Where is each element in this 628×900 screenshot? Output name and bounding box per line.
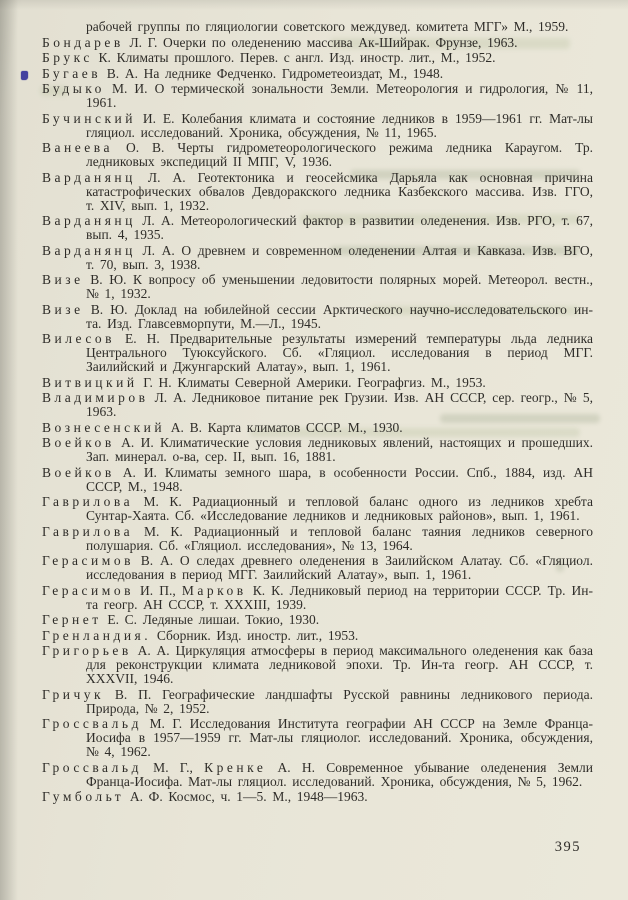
bibliography-entry: [42, 171, 593, 213]
bibliography-entry: [42, 436, 593, 464]
author-name: Марков: [181, 582, 247, 598]
bibliography-entry: [42, 303, 593, 331]
author-name: Гаврилова: [42, 523, 134, 539]
scan-edge-shadow-left: [0, 0, 18, 900]
author-name: Бондарев: [42, 34, 124, 50]
author-name: Визе: [42, 272, 84, 287]
entry-text: А. Н. Современное убывание оледенения Земли Франца-Иосифа. Мат-лы гляциол. исследований. Хроника, обсуждения, № 5, 1962.: [86, 759, 594, 789]
bibliography-entry: [42, 51, 593, 65]
entry-text: М. Г. Исследования Института географии АН СССР на Земле Франца-Иосифа в 1957—1959 гг. Мат-лы гляциолог. исследований. Хроника, обсуждения, № 4, 1962.: [86, 716, 593, 759]
bibliography-entry: [42, 214, 593, 242]
bibliography-entry: [42, 584, 593, 612]
bibliography-list: [42, 20, 593, 806]
bibliography-entry: [42, 82, 593, 110]
entry-text: А. В. Карта климатов СССР. М., 1930.: [165, 419, 403, 435]
author-name: Владимиров: [42, 390, 149, 405]
bibliography-entry: [42, 244, 593, 272]
entry-text: Л. А. Метеорологический фактор в развитии оледенения. Изв. РГО, т. 67, вып. 4, 1935.: [86, 213, 593, 242]
entry-text: И. Е. Колебания климата и состояние ледников в 1959—1961 гг. Мат-лы гляциол. исследований. Хроника, обсуждения, № 11, 1965.: [86, 110, 593, 140]
author-name: Ванеева: [42, 140, 113, 155]
bibliography-entry-continuation: рабочей группы по гляциологии советского междувед. комитета МГГ» М., 1959.: [86, 19, 569, 34]
scan-edge-shadow-top: [0, 0, 628, 10]
bibliography-entry: [42, 36, 593, 50]
author-name: Герасимов: [42, 582, 134, 598]
bibliography-entry: [42, 644, 593, 686]
author-name: Гричук: [42, 686, 105, 702]
bibliography-entry: [42, 67, 593, 81]
entry-text: Е. С. Ледяные лишаи. Токио, 1930.: [101, 612, 320, 627]
page-number: 395: [554, 839, 581, 855]
author-name: Варданянц: [42, 213, 136, 228]
author-name: Гернет: [42, 612, 102, 627]
author-name: Варданянц: [42, 169, 136, 185]
entry-text: А. А. Циркуляция атмосферы в период максимального оледенения как база для реконструкции климата ледниковой эпохи. Тр. Ин-та геогр. АН СССР, т. XXXVII, 1946.: [86, 643, 593, 686]
entry-text: О. В. Черты гидрометеорологического режима ледника Караугом. Тр. ледниковых экспедиций II МПГ, V, 1936.: [86, 140, 593, 169]
author-name: Будыко: [42, 81, 105, 96]
entry-text: Л. А. О древнем и современном оледенении Алтая и Кавказа. Изв. ВГО, т. 70, вып. 3, 1938.: [86, 242, 593, 272]
author-name: Кренке: [204, 759, 267, 775]
bibliography-entry: [42, 790, 593, 804]
entry-text: В. Ю. Доклад на юбилейной сессии Арктического научно-исследовательского ин-та. Изд. Главсевморпути, М.—Л., 1945.: [83, 301, 593, 331]
author-name: Вилесов: [42, 331, 115, 346]
author-name: Гроссвальд: [42, 716, 142, 731]
bibliography-entries: [42, 36, 593, 805]
blue-pen-mark: [21, 71, 28, 80]
entry-text: Сборник. Изд. иностр. лит., 1953.: [151, 627, 359, 643]
bibliography-entry: [42, 554, 593, 582]
author-name: Бучинский: [42, 110, 136, 126]
bibliography-entry: [42, 421, 593, 435]
entry-text: А. Ф. Космос, ч. 1—5. М., 1948—1963.: [124, 789, 368, 804]
entry-text: М. И. О термической зональности Земли. Метеорология и гидрология, № 11, 1961.: [86, 81, 593, 110]
entry-text: К. Климаты прошлого. Перев. с англ. Изд. иностр. лит., М., 1952.: [92, 50, 496, 65]
entry-text: И. П.,: [133, 582, 182, 598]
bibliography-entry: [42, 466, 593, 494]
bibliography-entry: [42, 629, 593, 643]
author-name: Гроссвальд: [42, 759, 142, 775]
author-name: Визе: [42, 301, 84, 317]
bibliography-entry: [42, 273, 593, 301]
author-name: Гренландия.: [42, 627, 152, 643]
author-name: Вознесенский: [42, 419, 166, 435]
bibliography-entry: [42, 717, 593, 759]
entry-text: Л. А. Геотектоника и геосейсмика Дарьяла как основная причина катастрофических обвалов Девдоракского ледника Казбекского массива. Изв. ГГО, т. XIV, вып. 1, 1932.: [86, 169, 593, 213]
bibliography-entry: [42, 112, 593, 140]
author-name: Гумбольт: [42, 789, 125, 804]
entry-text: В. Ю. К вопросу об уменьшении ледовитости полярных морей. Метеорол. вестн., № 1, 1932.: [83, 272, 593, 301]
entry-text: А. И. Климаты земного шара, в особенности России. Спб., 1884, изд. АН СССР, М., 1948.: [86, 464, 593, 494]
bibliography-entry: [42, 141, 593, 169]
bibliography-entry: [42, 613, 593, 627]
author-name: Герасимов: [42, 553, 134, 568]
author-name: Григорьев: [42, 643, 132, 658]
entry-text: В. А. На леднике Федченко. Гидрометеоиздат, М., 1948.: [101, 65, 444, 81]
bibliography-entry: [42, 376, 593, 390]
entry-text: М. Г.,: [141, 759, 205, 775]
bibliography-entry: [42, 391, 593, 419]
entry-text: В. А. О следах древнего оледенения в Заилийском Алатау. Сб. «Гляциол. исследования в период МГГ. Заилийский Алатау», вып. 1, 1961.: [86, 553, 593, 582]
author-name: Бугаев: [42, 65, 102, 81]
entry-text: М. К. Радиационный и тепловой баланс одного из ледников хребта Сунтар-Хаята. Сб. «Исследование ледников и ледниковых районов», вып. 1, 1961.: [86, 494, 593, 523]
entry-text: В. П. Географические ландшафты Русской равнины ледникового периода. Природа, № 2, 1952.: [86, 686, 593, 716]
bibliography-entry: [42, 332, 593, 374]
author-name: Воейков: [42, 464, 115, 480]
author-name: Брукс: [42, 50, 93, 65]
entry-text: Л. Г. Очерки по оледенению массива Ак-Шийрак. Фрунзе, 1963.: [123, 34, 518, 50]
entry-text: Г. Н. Климаты Северной Америки. Географгиз. М., 1953.: [137, 374, 486, 390]
bibliography-entry: [42, 761, 593, 789]
bibliography-entry: [42, 688, 593, 716]
entry-text: Л. А. Ледниковое питание рек Грузии. Изв. АН СССР, сер. геогр., № 5, 1963.: [86, 390, 593, 419]
entry-text: Е. Н. Предварительные результаты измерений температуры льда ледника Центрального Туюксуйского. Сб. «Гляциол. исследования в период МГГ. Заилийский и Джунгарский Алатау», вып. 1, 1961.: [86, 331, 593, 374]
author-name: Витвицкий: [42, 374, 138, 390]
author-name: Воейков: [42, 435, 115, 450]
author-name: Варданянц: [42, 242, 136, 258]
entry-text: А. И. Климатические условия ледниковых явлений, настоящих и прошедших. Зап. минерал. о-ва, сер. II, вып. 16, 1881.: [86, 435, 593, 464]
author-name: Гаврилова: [42, 494, 134, 509]
entry-text: М. К. Радиационный и тепловой баланс таяния ледников северного полушария. Сб. «Гляциол. исследования», № 13, 1964.: [86, 523, 593, 553]
bibliography-entry: [42, 495, 593, 523]
entry-text: К. К. Ледниковый период на территории СССР. Тр. Ин-та геогр. АН СССР, т. XXXIII, 1939.: [86, 582, 593, 612]
bibliography-entry: [42, 525, 593, 553]
